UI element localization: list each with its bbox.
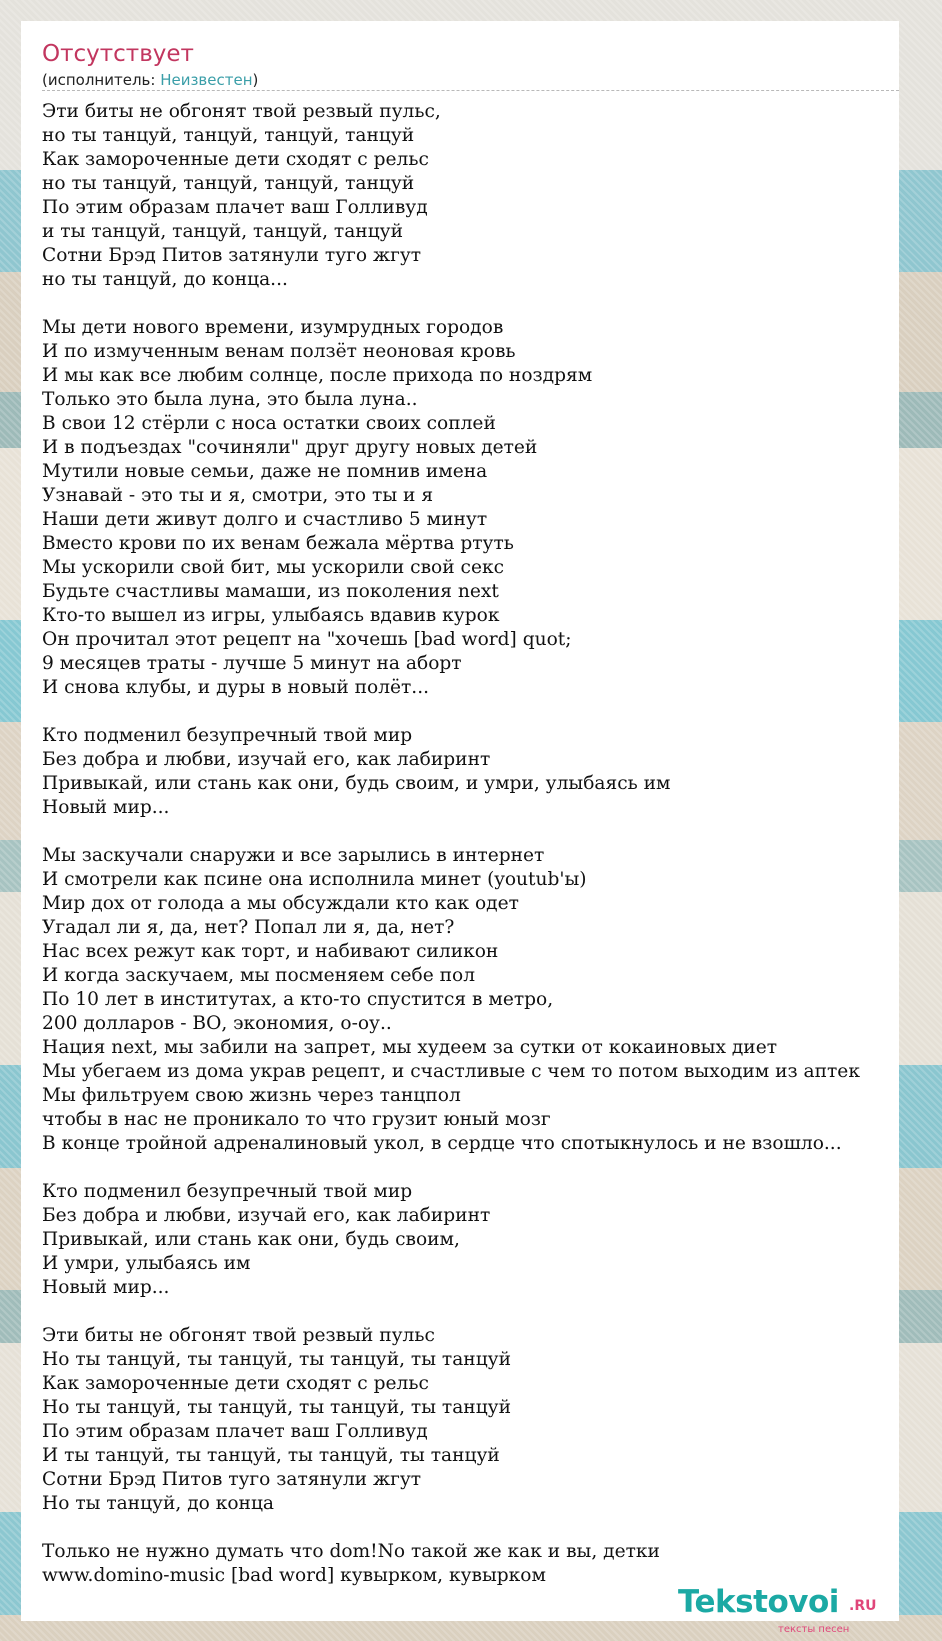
lyric-line: И когда заскучаем, мы посменяем себе пол — [42, 965, 476, 986]
logo-tld: .RU — [849, 1598, 877, 1614]
lyric-line: Кто подменил безупречный твой мир — [42, 1181, 413, 1202]
artist-link[interactable]: Неизвестен — [160, 71, 253, 89]
stanza-break — [42, 292, 942, 316]
artist-line — [42, 71, 258, 89]
lyric-line: чтобы в нас не проникало то что грузит юный мозг — [42, 1109, 551, 1130]
lyric-line: Кто-то вышел из игры, улыбаясь вдавив курок — [42, 605, 500, 626]
lyric-line: Привыкай, или стань как они, будь своим, — [42, 1229, 460, 1250]
stanza-break — [42, 1516, 942, 1540]
lyric-line: 200 долларов - ВО, экономия, о-оу.. — [42, 1013, 392, 1034]
lyrics-text — [42, 100, 942, 1588]
lyric-line: Узнавай - это ты и я, смотри, это ты и я — [42, 485, 434, 506]
lyric-line: Но ты танцуй, ты танцуй, ты танцуй, ты танцуй — [42, 1397, 511, 1418]
logo-wordmark: Tekstovoi — [678, 1584, 839, 1620]
lyric-line: Новый мир... — [42, 1277, 170, 1298]
lyric-line: Мутили новые семьи, даже не помнив имена — [42, 461, 488, 482]
lyric-line: И по измученным венам ползёт неоновая кровь — [42, 341, 516, 362]
lyrics-card — [21, 21, 899, 1635]
lyric-line: Новый мир... — [42, 797, 170, 818]
song-title: Отсутствует — [42, 41, 194, 67]
lyric-line: и ты танцуй, танцуй, танцуй, танцуй — [42, 221, 403, 242]
lyric-line: Мы фильтруем свою жизнь через танцпол — [42, 1085, 461, 1106]
logo-tagline: тексты песен — [778, 1624, 850, 1635]
lyric-line: И ты танцуй, ты танцуй, ты танцуй, ты танцуй — [42, 1445, 500, 1466]
lyric-line: Нация next, мы забили на запрет, мы худеем за сутки от кокаиновых диет — [42, 1037, 777, 1058]
lyric-line: Как замороченные дети сходят с рельс — [42, 1373, 429, 1394]
lyric-line: И мы как все любим солнце, после прихода по ноздрям — [42, 365, 593, 386]
lyric-line: Мы дети нового времени, изумрудных городов — [42, 317, 504, 338]
lyric-line: Угадал ли я, да, нет? Попал ли я, да, нет? — [42, 917, 455, 938]
artist-suffix: ) — [252, 71, 259, 89]
stanza-break — [42, 700, 942, 724]
lyric-line: Мы убегаем из дома украв рецепт, и счастливые с чем то потом выходим из аптек — [42, 1061, 860, 1082]
stanza-break — [42, 1300, 942, 1324]
lyric-line: Вместо крови по их венам бежала мёртва ртуть — [42, 533, 514, 554]
lyric-line: Кто подменил безупречный твой мир — [42, 725, 413, 746]
lyric-line: Будьте счастливы мамаши, из поколения next — [42, 581, 499, 602]
lyric-line: Привыкай, или стань как они, будь своим, и умри, улыбаясь им — [42, 773, 671, 794]
lyric-line: 9 месяцев траты - лучше 5 минут на аборт — [42, 653, 462, 674]
lyric-line: Мы заскучали снаружи и все зарылись в интернет — [42, 845, 545, 866]
lyric-line: Сотни Брэд Питов затянули туго жгут — [42, 245, 422, 266]
lyric-line: Мир дох от голода а мы обсуждали кто как одет — [42, 893, 519, 914]
lyric-line: Без добра и любви, изучай его, как лабиринт — [42, 1205, 491, 1226]
site-logo[interactable] — [678, 1584, 903, 1635]
lyric-line: По этим образам плачет ваш Голливуд — [42, 197, 428, 218]
lyric-line: И снова клубы, и дуры в новый полёт... — [42, 677, 430, 698]
lyric-line: Наши дети живут долго и счастливо 5 минут — [42, 509, 488, 530]
stanza-break — [42, 1156, 942, 1180]
lyric-line: но ты танцуй, танцуй, танцуй, танцуй — [42, 173, 415, 194]
lyric-line: Сотни Брэд Питов туго затянули жгут — [42, 1469, 422, 1490]
lyric-line: И в подъездах "сочиняли" друг другу новых детей — [42, 437, 538, 458]
lyric-line: Только не нужно думать что dom!No такой же как и вы, детки — [42, 1541, 660, 1562]
lyric-line: Нас всех режут как торт, и набивают силикон — [42, 941, 499, 962]
lyric-line: Как замороченные дети сходят с рельс — [42, 149, 429, 170]
lyric-line: По 10 лет в институтах, а кто-то спустится в метро, — [42, 989, 554, 1010]
lyric-line: По этим образам плачет ваш Голливуд — [42, 1421, 428, 1442]
lyric-line: Но ты танцуй, ты танцуй, ты танцуй, ты танцуй — [42, 1349, 511, 1370]
lyric-line: Без добра и любви, изучай его, как лабиринт — [42, 749, 491, 770]
lyric-line: И смотрели как псине она исполнила минет (youtub'ы) — [42, 869, 587, 890]
lyric-line: И умри, улыбаясь им — [42, 1253, 251, 1274]
lyric-line: Только это была луна, это была луна.. — [42, 389, 418, 410]
lyric-line: но ты танцуй, танцуй, танцуй, танцуй — [42, 125, 415, 146]
lyric-line: www.domino-music [bad word] кувырком, кувырком — [42, 1565, 546, 1586]
lyric-line: Он прочитал этот рецепт на "хочешь [bad word] quot; — [42, 629, 572, 650]
lyric-line: но ты танцуй, до конца... — [42, 269, 288, 290]
lyric-line: Но ты танцуй, до конца — [42, 1493, 274, 1514]
header-divider — [42, 90, 899, 91]
stanza-break — [42, 820, 942, 844]
lyric-line: Мы ускорили свой бит, мы ускорили свой секс — [42, 557, 504, 578]
artist-prefix: (исполнитель: — [42, 71, 161, 89]
lyric-line: Эти биты не обгонят твой резвый пульс — [42, 1325, 435, 1346]
lyric-line: В конце тройной адреналиновый укол, в сердце что спотыкнулось и не взошло... — [42, 1133, 842, 1154]
lyric-line: В свои 12 стёрли с носа остатки своих соплей — [42, 413, 496, 434]
lyric-line: Эти биты не обгонят твой резвый пульс, — [42, 101, 441, 122]
